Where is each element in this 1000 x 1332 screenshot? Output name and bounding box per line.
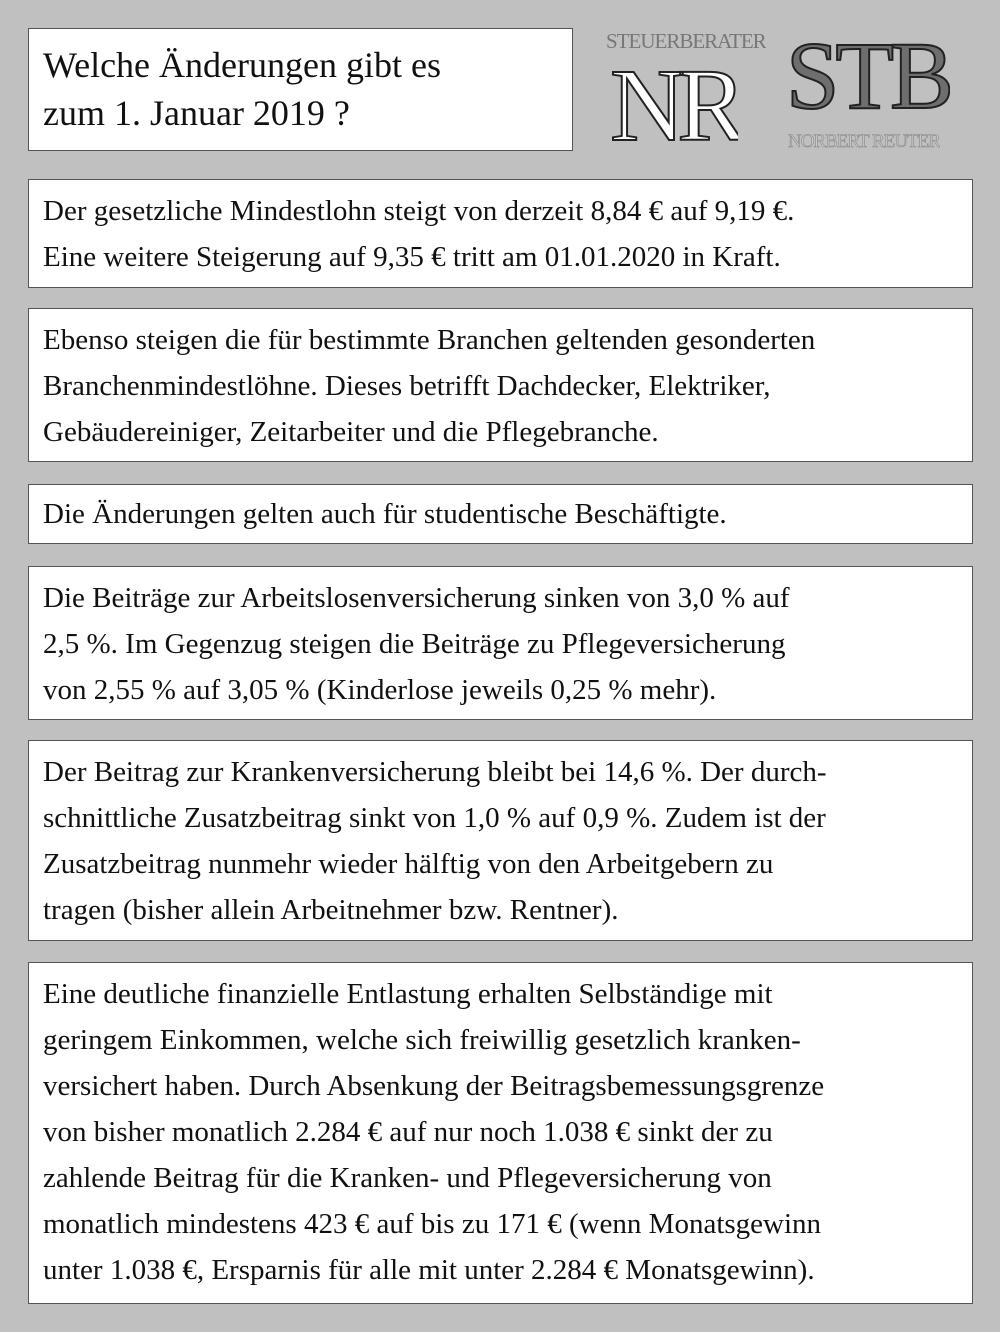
logo-bottom-text: NORBERT REUTER bbox=[788, 131, 940, 152]
text-line: Branchenmindestlöhne. Dieses betrifft Dachdecker, Elektriker, bbox=[43, 370, 771, 402]
steuerberater-logo bbox=[606, 30, 971, 158]
text-line: 2,5 %. Im Gegenzug steigen die Beiträge zu Pflegeversicherung bbox=[43, 628, 786, 660]
title-box bbox=[28, 28, 573, 151]
text-line: geringem Einkommen, welche sich freiwillig gesetzlich kranken- bbox=[43, 1024, 801, 1056]
logo-top-text: STEUERBERATER bbox=[606, 30, 766, 52]
text-line: monatlich mindestens 423 € auf bis zu 171 € (wenn Monatsgewinn bbox=[43, 1208, 822, 1240]
text-line: Die Beiträge zur Arbeitslosenversicherung sinken von 3,0 % auf bbox=[43, 582, 790, 614]
info-block-unemployment-insurance bbox=[28, 566, 973, 720]
text-line: schnittliche Zusatzbeitrag sinkt von 1,0 % auf 0,9 %. Zudem ist der bbox=[43, 802, 826, 834]
text-line: von bisher monatlich 2.284 € auf nur noch 1.038 € sinkt der zu bbox=[43, 1116, 773, 1148]
info-block-minimum-wage bbox=[28, 179, 973, 288]
text-line: versichert haben. Durch Absenkung der Beitragsbemessungsgrenze bbox=[43, 1070, 825, 1102]
info-block-students bbox=[28, 484, 973, 544]
text-line: Ebenso steigen die für bestimmte Branchen geltenden gesonderten bbox=[43, 324, 816, 356]
text-line: Der gesetzliche Mindestlohn steigt von derzeit 8,84 € auf 9,19 €. bbox=[43, 195, 795, 227]
text-line: von 2,55 % auf 3,05 % (Kinderlose jeweils 0,25 % mehr). bbox=[43, 674, 717, 706]
text-line: Zusatzbeitrag nunmehr wieder hälftig von den Arbeitgebern zu bbox=[43, 848, 774, 880]
text-line: Der Beitrag zur Krankenversicherung bleibt bei 14,6 %. Der durch- bbox=[43, 756, 827, 788]
title-line: Welche Änderungen gibt es bbox=[43, 45, 441, 85]
text-line: Gebäudereiniger, Zeitarbeiter und die Pflegebranche. bbox=[43, 416, 659, 448]
text-line: zahlende Beitrag für die Kranken- und Pflegeversicherung von bbox=[43, 1162, 772, 1194]
text-line: unter 1.038 €, Ersparnis für alle mit unter 2.284 € Monatsgewinn). bbox=[43, 1254, 815, 1286]
info-block-industry-wages bbox=[28, 308, 973, 462]
info-block-health-insurance bbox=[28, 740, 973, 941]
title-line: zum 1. Januar 2019 ? bbox=[43, 93, 350, 133]
logo-stb: STB bbox=[786, 30, 951, 120]
info-block-self-employed bbox=[28, 962, 973, 1304]
text-line: Eine weitere Steigerung auf 9,35 € tritt am 01.01.2020 in Kraft. bbox=[43, 241, 781, 273]
text-line: Eine deutliche finanzielle Entlastung erhalten Selbständige mit bbox=[43, 978, 773, 1010]
text-line: tragen (bisher allein Arbeitnehmer bzw. Rentner). bbox=[43, 894, 619, 926]
logo-monogram: NR bbox=[610, 56, 739, 156]
text-line: Die Änderungen gelten auch für studentische Beschäftigte. bbox=[43, 498, 727, 530]
